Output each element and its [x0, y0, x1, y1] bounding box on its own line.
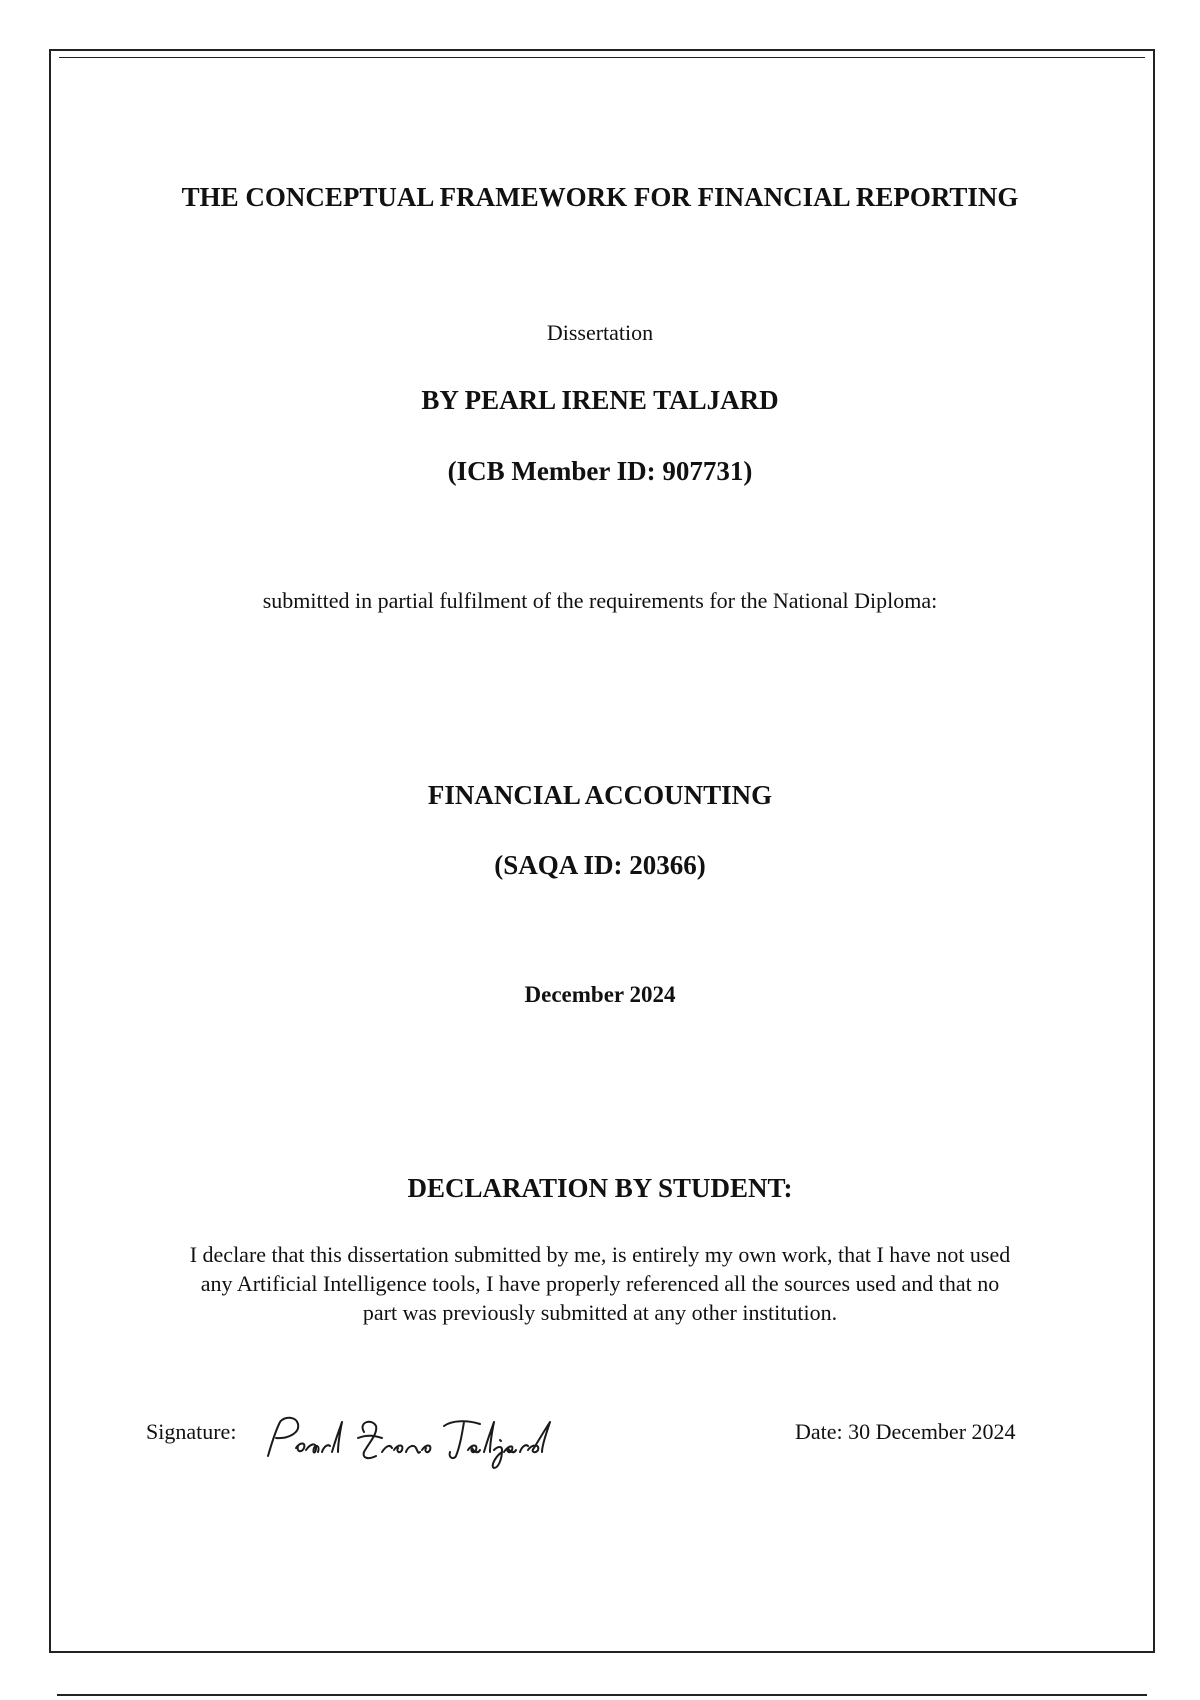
submission-date: December 2024 [524, 982, 676, 1007]
declaration-heading: DECLARATION BY STUDENT: [407, 1173, 793, 1203]
document-type: Dissertation [546, 320, 654, 345]
declaration-text [140, 1240, 1060, 1327]
declaration-line: any Artificial Intelligence tools, I have properly referenced all the sources used and that no [200, 1271, 1000, 1296]
handwritten-signature [258, 1408, 578, 1478]
saqa-id: (SAQA ID: 20366) [494, 850, 706, 880]
signature-label: Signature: [146, 1419, 237, 1444]
declaration-line: part was previously submitted at any other institution. [362, 1300, 838, 1325]
inner-top-rule [59, 57, 1145, 58]
bottom-rule [57, 1694, 1147, 1696]
declaration-line: I declare that this dissertation submitted by me, is entirely my own work, that I have not used [189, 1242, 1011, 1267]
member-id: (ICB Member ID: 907731) [447, 456, 753, 486]
submission-statement: submitted in partial fulfilment of the requirements for the National Diploma: [262, 588, 938, 613]
author-name: BY PEARL IRENE TALJARD [421, 385, 779, 415]
signature-date: Date: 30 December 2024 [795, 1419, 1016, 1444]
qualification-name: FINANCIAL ACCOUNTING [427, 780, 773, 810]
dissertation-title: THE CONCEPTUAL FRAMEWORK FOR FINANCIAL REPORTING [181, 182, 1019, 212]
